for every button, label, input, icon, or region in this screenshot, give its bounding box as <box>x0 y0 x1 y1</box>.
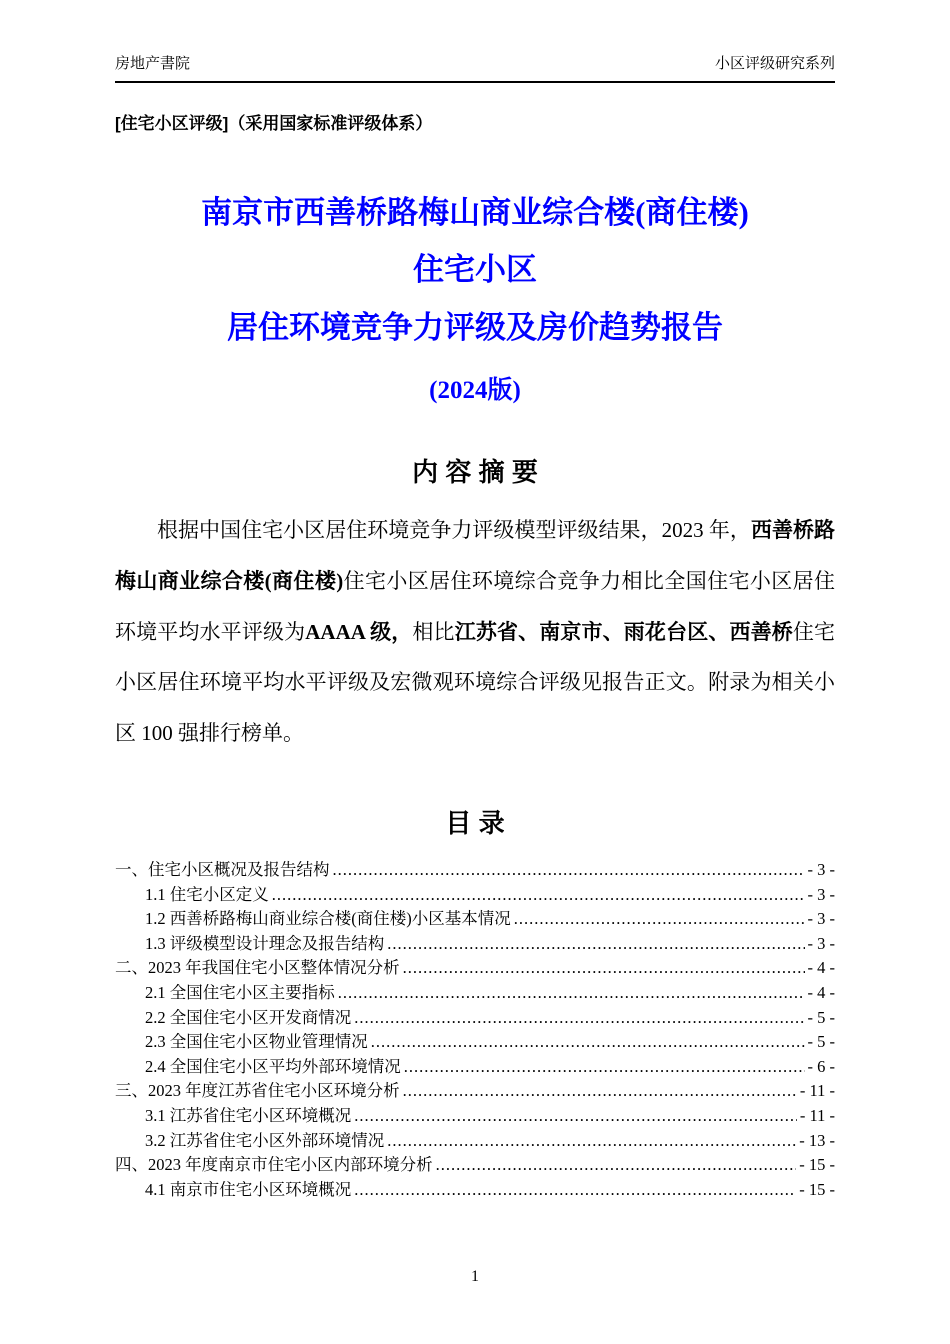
toc-item <box>115 930 835 955</box>
toc-item-page: - 6 - <box>807 1056 835 1076</box>
toc-leader-dots <box>354 1180 796 1200</box>
toc-item-label: 1.3 评级模型设计理念及报告结构 <box>145 933 385 953</box>
toc-item <box>115 954 835 979</box>
toc-item-label: 2.4 全国住宅小区平均外部环境情况 <box>145 1056 401 1076</box>
toc-leader-dots <box>514 909 805 929</box>
toc-heading: 目 录 <box>445 808 505 839</box>
toc-item <box>115 1053 835 1078</box>
report-version: (2024版) <box>429 377 521 405</box>
toc-leader-dots <box>354 1008 804 1028</box>
toc-item-label: 2.1 全国住宅小区主要指标 <box>145 983 335 1003</box>
toc-item <box>115 979 835 1004</box>
summary-region-names: 江苏省、南京市、雨花台区、西善桥 <box>454 619 793 644</box>
page-header <box>115 52 835 83</box>
toc-item-label: 二、2023 年我国住宅小区整体情况分析 <box>115 958 400 978</box>
toc-item <box>115 1004 835 1029</box>
report-title <box>115 184 835 356</box>
toc-item <box>115 1151 835 1176</box>
toc-item <box>115 1028 835 1053</box>
toc-item-page: - 11 - <box>799 1081 835 1101</box>
toc-leader-dots <box>387 1131 796 1151</box>
toc-item <box>115 1077 835 1102</box>
toc-item <box>115 856 835 881</box>
toc-item-label: 一、住宅小区概况及报告结构 <box>115 860 330 880</box>
summary-text-3: 相比 <box>412 619 455 644</box>
header-left-text: 房地产書院 <box>115 56 191 72</box>
toc-item-page: - 3 - <box>807 884 835 904</box>
toc-item-page: - 11 - <box>799 1106 835 1126</box>
toc-item-label: 三、2023 年度江苏省住宅小区环境分析 <box>115 1081 400 1101</box>
toc-item-label: 3.2 江苏省住宅小区外部环境情况 <box>145 1130 385 1150</box>
toc-leader-dots <box>403 1081 797 1101</box>
toc-leader-dots <box>404 1057 805 1077</box>
summary-community-name: 西善桥路梅山商业综合楼(商住楼) <box>115 518 836 593</box>
toc-item <box>115 1102 835 1127</box>
toc-item-page: - 15 - <box>799 1155 835 1175</box>
toc-item <box>115 1176 835 1201</box>
toc-item <box>115 1127 835 1152</box>
toc-leader-dots <box>272 885 805 905</box>
toc-item-label: 1.1 住宅小区定义 <box>145 884 269 904</box>
summary-text-4: 住宅小区居住环境平均水平评级及宏微观环境综合评级见报告正文。附录为相关小区 100 强排行榜单。 <box>115 619 836 746</box>
summary-rating-grade: AAAA 级， <box>305 619 413 644</box>
summary-heading: 内 容 摘 要 <box>412 457 538 488</box>
toc-item-label: 四、2023 年度南京市住宅小区内部环境分析 <box>115 1155 433 1175</box>
summary-paragraph <box>115 505 835 759</box>
report-title-line-3: 居住环境竞争力评级及房价趋势报告 <box>227 309 723 345</box>
toc-item-page: - 5 - <box>807 1032 835 1052</box>
toc-item-page: - 15 - <box>799 1179 835 1199</box>
toc-leader-dots <box>338 983 805 1003</box>
toc-item-label: 2.2 全国住宅小区开发商情况 <box>145 1007 352 1027</box>
toc-item-label: 1.2 西善桥路梅山商业综合楼(商住楼)小区基本情况 <box>145 909 511 929</box>
summary-text-2: 住宅小区居住环境综合竞争力相比全国住宅小区居住环境平均水平评级为 <box>115 568 835 644</box>
toc-item-label: 3.1 江苏省住宅小区环境概况 <box>145 1106 352 1126</box>
toc-item-label: 2.3 全国住宅小区物业管理情况 <box>145 1032 368 1052</box>
toc-item-page: - 3 - <box>807 933 835 953</box>
toc-item-label: 4.1 南京市住宅小区环境概况 <box>145 1179 352 1199</box>
toc-item <box>115 881 835 906</box>
toc-item-page: - 4 - <box>807 983 835 1003</box>
toc-item-page: - 5 - <box>807 1007 835 1027</box>
toc-item-page: - 3 - <box>807 909 835 929</box>
toc-leader-dots <box>436 1155 797 1175</box>
rating-system-note: [住宅小区评级]（采用国家标准评级体系） <box>115 114 433 133</box>
toc-leader-dots <box>333 860 805 880</box>
toc-item <box>115 905 835 930</box>
toc-leader-dots <box>403 958 805 978</box>
toc-item-page: - 4 - <box>807 958 835 978</box>
report-title-line-1: 南京市西善桥路梅山商业综合楼(商住楼) <box>201 195 749 230</box>
toc-item-page: - 3 - <box>807 860 835 880</box>
header-right-text: 小区评级研究系列 <box>714 56 835 72</box>
report-title-line-2: 住宅小区 <box>413 252 537 288</box>
toc-item-page: - 13 - <box>799 1130 835 1150</box>
summary-text-1: 根据中国住宅小区居住环境竞争力评级模型评级结果，2023 年， <box>157 518 751 543</box>
toc-leader-dots <box>354 1106 797 1126</box>
toc-leader-dots <box>371 1032 805 1052</box>
toc-leader-dots <box>387 934 804 954</box>
toc-list <box>115 856 835 1200</box>
page-number: 1 <box>471 1268 479 1285</box>
